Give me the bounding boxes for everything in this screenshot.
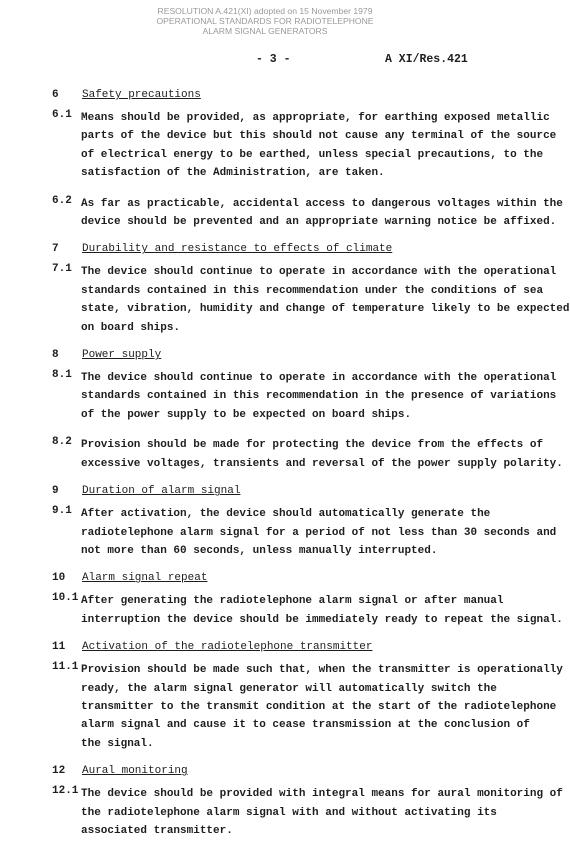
text-line: Provision should be made for protecting the device from the effects of bbox=[81, 439, 544, 452]
section-number: 10 bbox=[52, 572, 66, 585]
paragraph-9.1 bbox=[0, 505, 570, 560]
text-line: alarm signal and cause it to cease transmission at the conclusion of bbox=[81, 719, 530, 732]
paragraph-6.2 bbox=[0, 195, 570, 232]
text-line: After generating the radiotelephone alarm signal or after manual bbox=[81, 595, 504, 608]
text-line: As far as practicable, accidental access to dangerous voltages within the bbox=[81, 197, 563, 210]
text-line: The device should continue to operate in accordance with the operational bbox=[81, 372, 557, 385]
text-line: state, vibration, humidity and change of temperature likely to be expected bbox=[81, 303, 570, 316]
header-line-title: OPERATIONAL STANDARDS FOR RADIOTELEPHONE bbox=[156, 16, 374, 26]
text-line: The device should continue to operate in accordance with the operational bbox=[81, 266, 557, 279]
text-line: After activation, the device should automatically generate the bbox=[81, 508, 491, 521]
section-8 bbox=[0, 349, 570, 473]
text-line: interruption the device should be immediately ready to repeat the signal. bbox=[81, 613, 563, 626]
document-body bbox=[0, 89, 570, 852]
section-title: Durability and resistance to effects of climate bbox=[82, 243, 393, 256]
paragraph-number: 8.2 bbox=[52, 436, 72, 449]
section-title: Power supply bbox=[82, 349, 162, 362]
section-number: 8 bbox=[52, 349, 59, 362]
paragraph-12.1 bbox=[0, 785, 570, 840]
text-line: the signal. bbox=[81, 737, 154, 750]
page-number: - 3 - bbox=[256, 53, 291, 66]
paragraph-text bbox=[81, 592, 563, 629]
paragraph-number: 10.1 bbox=[52, 592, 79, 605]
section-title: Safety precautions bbox=[82, 89, 201, 101]
text-line: Provision should be made such that, when the transmitter is operationally bbox=[81, 664, 563, 677]
section-number: 12 bbox=[52, 765, 66, 778]
section-title: Alarm signal repeat bbox=[82, 572, 208, 585]
section-heading-row bbox=[0, 89, 570, 109]
text-line: device should be prevented and an appropriate warning notice be affixed. bbox=[81, 216, 557, 229]
text-line: satisfaction of the Administration, are taken. bbox=[81, 167, 385, 180]
paragraph-number: 6.1 bbox=[52, 109, 72, 121]
text-line: associated transmitter. bbox=[81, 824, 233, 837]
section-7 bbox=[0, 243, 570, 337]
section-11 bbox=[0, 641, 570, 753]
paragraph-text bbox=[81, 369, 557, 424]
section-6 bbox=[0, 89, 570, 231]
paragraph-number: 6.2 bbox=[52, 194, 72, 207]
paragraph-text bbox=[81, 195, 563, 232]
section-heading-row bbox=[0, 485, 570, 505]
text-line: not more than 60 seconds, unless manually interrupted. bbox=[81, 544, 438, 557]
paragraph-7.1 bbox=[0, 263, 570, 337]
text-line: of the power supply to be expected on board ships. bbox=[81, 408, 412, 421]
header-line-subtitle: ALARM SIGNAL GENERATORS bbox=[202, 26, 328, 36]
section-heading-row bbox=[0, 641, 570, 661]
section-12 bbox=[0, 765, 570, 840]
paragraph-number: 11.1 bbox=[52, 661, 79, 674]
text-line: of electrical energy to be earthed, unless special precautions, to the bbox=[81, 148, 544, 161]
text-line: transmitter to the transmit condition at the start of the radiotelephone bbox=[81, 700, 557, 713]
text-line: standards contained in this recommendation under the conditions of sea bbox=[81, 284, 544, 297]
section-number: 7 bbox=[52, 243, 59, 256]
section-10 bbox=[0, 572, 570, 629]
text-line: standards contained in this recommendation in the presence of variations bbox=[81, 390, 557, 403]
paragraph-8.2 bbox=[0, 436, 570, 473]
paragraph-text bbox=[81, 263, 570, 337]
text-line: radiotelephone alarm signal for a period of not less than 30 seconds and bbox=[81, 526, 557, 539]
page-header bbox=[0, 6, 530, 36]
section-title: Activation of the radiotelephone transmitter bbox=[82, 641, 373, 654]
paragraph-number: 12.1 bbox=[52, 785, 79, 798]
section-number: 6 bbox=[52, 89, 59, 101]
text-line: excessive voltages, transients and reversal of the power supply polarity. bbox=[81, 457, 563, 470]
text-line: parts of the device but this should not cause any terminal of the source bbox=[81, 130, 557, 143]
paragraph-6.1 bbox=[0, 109, 570, 183]
paragraph-number: 9.1 bbox=[52, 505, 72, 518]
section-heading-row bbox=[0, 243, 570, 263]
section-number: 11 bbox=[52, 641, 66, 654]
text-line: ready, the alarm signal generator will automatically switch the bbox=[81, 682, 497, 695]
header-line-resolution: RESOLUTION A.421(XI) adopted on 15 November 1979 bbox=[157, 6, 373, 16]
text-line: The device should be provided with integral means for aural monitoring of bbox=[81, 788, 563, 801]
section-number: 9 bbox=[52, 485, 59, 498]
section-heading-row bbox=[0, 349, 570, 369]
section-9 bbox=[0, 485, 570, 560]
paragraph-text bbox=[81, 109, 557, 183]
text-line: on board ships. bbox=[81, 321, 181, 334]
paragraph-text bbox=[81, 785, 563, 840]
section-heading-row bbox=[0, 765, 570, 785]
text-line: the radiotelephone alarm signal with and without activating its bbox=[81, 806, 497, 819]
paragraph-10.1 bbox=[0, 592, 570, 629]
section-heading-row bbox=[0, 572, 570, 592]
section-title: Duration of alarm signal bbox=[82, 485, 241, 498]
text-line: Means should be provided, as appropriate, for earthing exposed metallic bbox=[81, 112, 550, 124]
document-reference: A XI/Res.421 bbox=[385, 53, 468, 66]
paragraph-text bbox=[81, 436, 563, 473]
paragraph-number: 8.1 bbox=[52, 369, 72, 382]
paragraph-text bbox=[81, 661, 563, 753]
paragraph-8.1 bbox=[0, 369, 570, 424]
paragraph-number: 7.1 bbox=[52, 263, 72, 276]
paragraph-text bbox=[81, 505, 557, 560]
paragraph-11.1 bbox=[0, 661, 570, 753]
section-title: Aural monitoring bbox=[82, 765, 188, 778]
